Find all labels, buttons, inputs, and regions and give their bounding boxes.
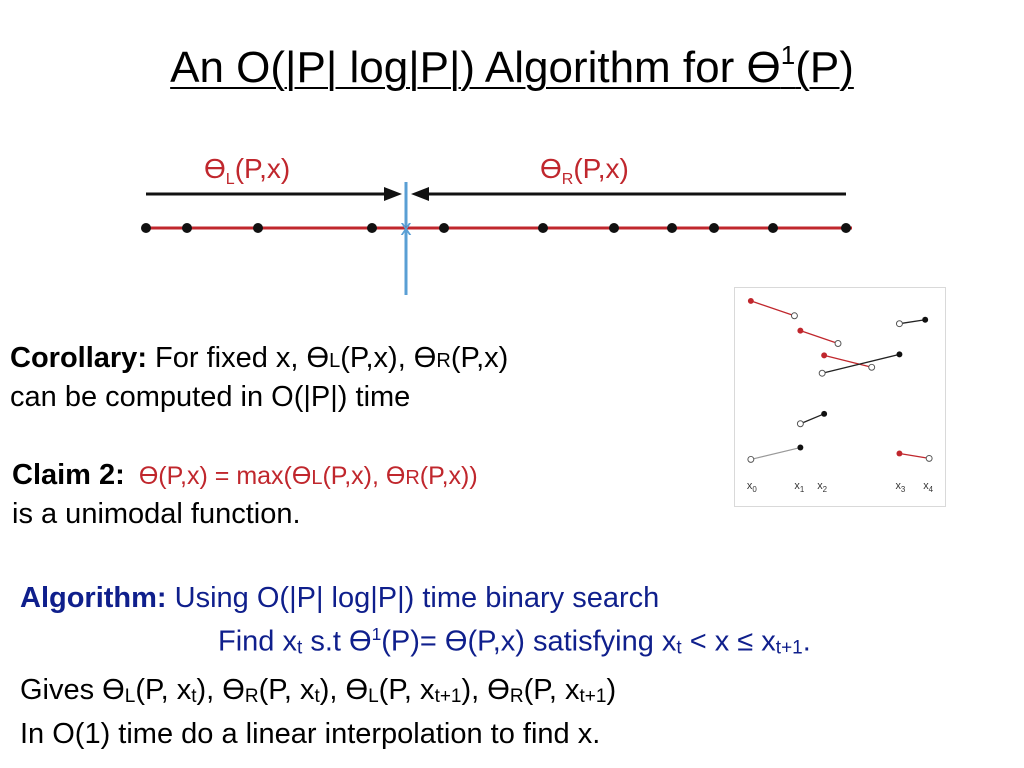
theta-right-label: $Ɵ_R(P,x)$	[540, 153, 629, 188]
x1-label: $x_1$	[794, 480, 805, 495]
point	[367, 223, 377, 233]
number-line-figure	[130, 140, 870, 305]
x4-label: $x_4$	[923, 480, 934, 495]
point	[182, 223, 192, 233]
point	[667, 223, 677, 233]
page-title	[0, 42, 1024, 94]
x-marker: x	[400, 215, 412, 240]
title-superscript: 1	[780, 40, 796, 70]
corollary-line2: can be computed in O(|P|) time	[10, 381, 411, 413]
x3-label: $x_3$	[895, 480, 906, 495]
unimodal-figure	[734, 287, 946, 507]
left-arrow	[146, 187, 402, 201]
point	[141, 223, 151, 233]
claim-expression: Ɵ(P,x) = max(ƟL(P,x), ƟR(P,x))	[138, 462, 478, 490]
interpolation-line: In O(1) time do a linear interpolation to find x.	[20, 718, 601, 750]
claim-label: Claim 2:	[12, 459, 125, 491]
point	[768, 223, 778, 233]
algorithm-block: Algorithm: Using O(|P| log|P|) time binary search Find xt s.t $Ɵ^1(P)=$ Ɵ(P,x) satisfying xt < x ≤ xt+1.	[20, 580, 811, 667]
gives-line: Gives ƟL(P, xt), ƟR(P, xt), ƟL(P, xt+1), ƟR(P, xt+1)	[20, 674, 617, 707]
point	[841, 223, 851, 233]
point	[609, 223, 619, 233]
x2-label: $x_2$	[817, 480, 828, 495]
x0-label: $x_0$	[746, 480, 757, 495]
claim-block	[12, 457, 478, 532]
point	[709, 223, 719, 233]
point	[439, 223, 449, 233]
point	[538, 223, 548, 233]
claim-line2: is a unimodal function.	[12, 498, 301, 530]
grey-segments	[751, 448, 801, 460]
corollary-block: Corollary: For fixed x, ƟL(P,x), ƟR(P,x) can be computed in O(|P|) time	[10, 342, 509, 413]
algorithm-line2: Find xt s.t $Ɵ^1(P)=$ Ɵ(P,x) satisfying xt < x ≤ xt+1.	[218, 624, 811, 659]
point	[253, 223, 263, 233]
open-circles	[748, 313, 932, 463]
title-text: An O(|P| log|P|) Algorithm for $Ɵ^1(P)$	[170, 40, 854, 92]
x-axis-labels	[747, 480, 934, 494]
corollary-label: Corollary:	[10, 342, 147, 374]
right-arrow	[411, 187, 846, 201]
red-dots	[748, 298, 903, 456]
algorithm-label: Algorithm:	[20, 582, 167, 614]
theta-left-label: $Ɵ_L(P,x)$	[204, 153, 291, 188]
